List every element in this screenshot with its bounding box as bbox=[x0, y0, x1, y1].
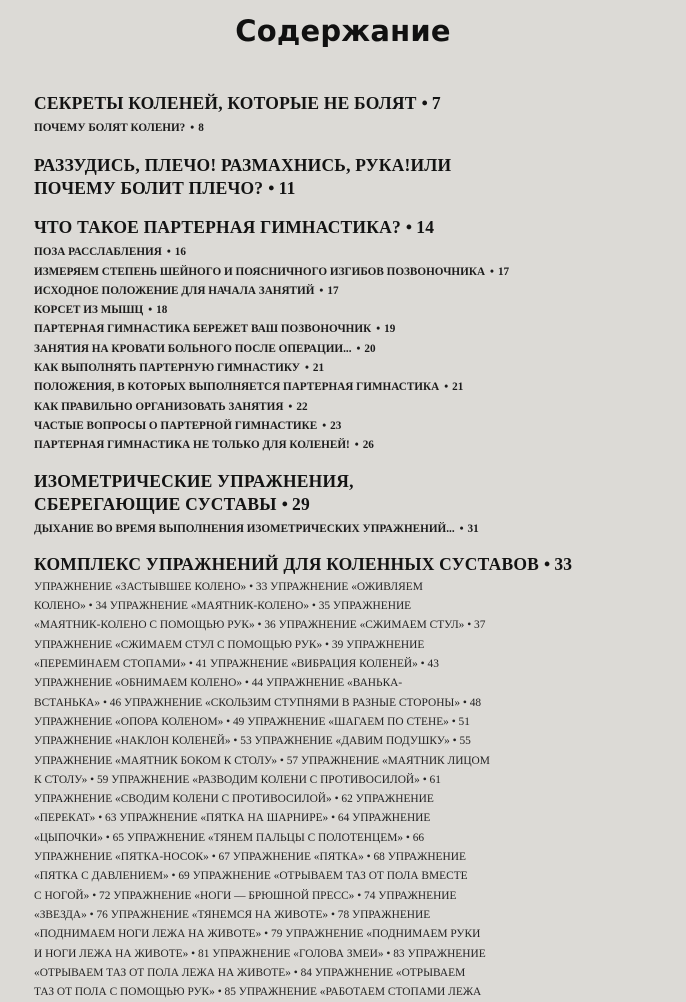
bullet-icon: • bbox=[281, 493, 289, 514]
toc-entry[interactable] bbox=[34, 359, 664, 378]
page-number: 17 bbox=[497, 265, 510, 278]
exercise-line[interactable]: И НОГИ ЛЕЖА НА ЖИВОТЕ» • 81 УПРАЖНЕНИЕ «ГОЛОВА ЗМЕИ» • 83 УПРАЖНЕНИЕ bbox=[34, 947, 486, 960]
page-number: 7 bbox=[431, 93, 441, 113]
bullet-icon: • bbox=[166, 246, 171, 259]
bullet-icon: • bbox=[459, 522, 464, 535]
exercise-list bbox=[34, 578, 664, 1002]
page-number: 26 bbox=[362, 439, 374, 452]
page-number: 14 bbox=[416, 217, 435, 238]
exercise-line[interactable]: ТАЗ ОТ ПОЛА С ПОМОЩЬЮ РУК» • 85 УПРАЖНЕНИЕ «РАБОТАЕМ СТОПАМИ ЛЕЖА bbox=[34, 986, 482, 999]
exercise-line[interactable]: С НОГОЙ» • 72 УПРАЖНЕНИЕ «НОГИ — БРЮШНОЙ ПРЕСС» • 74 УПРАЖНЕНИЕ bbox=[34, 889, 457, 902]
toc-entry-title: ПОЗА РАССЛАБЛЕНИЯ bbox=[34, 246, 162, 259]
exercise-line[interactable]: УПРАЖНЕНИЕ «МАЯТНИК БОКОМ К СТОЛУ» • 57 УПРАЖНЕНИЕ «МАЯТНИК ЛИЦОМ bbox=[34, 754, 490, 767]
exercise-line[interactable]: КОЛЕНО» • 34 УПРАЖНЕНИЕ «МАЯТНИК-КОЛЕНО» • 35 УПРАЖНЕНИЕ bbox=[34, 600, 412, 613]
toc-entry-title: ЧАСТЫЕ ВОПРОСЫ О ПАРТЕРНОЙ ГИМНАСТИКЕ bbox=[34, 419, 318, 432]
section-heading[interactable] bbox=[34, 470, 664, 516]
page-number: 21 bbox=[452, 381, 464, 394]
bullet-icon: • bbox=[490, 265, 494, 278]
toc-entry-title: ИСХОДНОЕ ПОЛОЖЕНИЕ ДЛЯ НАЧАЛА ЗАНЯТИЙ bbox=[34, 284, 315, 297]
exercise-line[interactable]: «ПЕРЕКАТ» • 63 УПРАЖНЕНИЕ «ПЯТКА НА ШАРНИРЕ» • 64 УПРАЖНЕНИЕ bbox=[34, 812, 431, 825]
page-number: 18 bbox=[156, 304, 168, 317]
section-heading-text: ЧТО ТАКОЕ ПАРТЕРНАЯ ГИМНАСТИКА? bbox=[34, 217, 401, 238]
bullet-icon: • bbox=[376, 323, 381, 336]
toc-entry[interactable] bbox=[34, 282, 664, 301]
bullet-icon: • bbox=[354, 439, 359, 452]
bullet-icon: • bbox=[444, 381, 449, 394]
exercise-line[interactable]: «ЗВЕЗДА» • 76 УПРАЖНЕНИЕ «ТЯНЕМСЯ НА ЖИВОТЕ» • 78 УПРАЖНЕНИЕ bbox=[34, 908, 431, 921]
subsection-list bbox=[34, 119, 664, 138]
exercise-line[interactable]: «ПОДНИМАЕМ НОГИ ЛЕЖА НА ЖИВОТЕ» • 79 УПРАЖНЕНИЕ «ПОДНИМАЕМ РУКИ bbox=[34, 928, 481, 941]
toc-entry-title: ПОЧЕМУ БОЛЯТ КОЛЕНИ? bbox=[34, 122, 186, 134]
toc-entry-title: ПАРТЕРНАЯ ГИМНАСТИКА БЕРЕЖЕТ ВАШ ПОЗВОНОЧНИК bbox=[34, 323, 372, 336]
toc-entry[interactable] bbox=[34, 520, 664, 539]
bullet-icon: • bbox=[190, 122, 195, 134]
page-number: 29 bbox=[292, 493, 310, 514]
bullet-icon: • bbox=[544, 553, 551, 574]
exercise-line[interactable]: «ОТРЫВАЕМ ТАЗ ОТ ПОЛА ЛЕЖА НА ЖИВОТЕ» • 84 УПРАЖНЕНИЕ «ОТРЫВАЕМ bbox=[34, 966, 466, 979]
page-number: 23 bbox=[330, 419, 342, 432]
toc-entry[interactable] bbox=[34, 320, 664, 339]
exercise-line[interactable]: УПРАЖНЕНИЕ «ОПОРА КОЛЕНОМ» • 49 УПРАЖНЕНИЕ «ШАГАЕМ ПО СТЕНЕ» • 51 bbox=[34, 715, 470, 728]
subsection-list bbox=[34, 243, 664, 455]
exercise-line[interactable]: УПРАЖНЕНИЕ «ЗАСТЫВШЕЕ КОЛЕНО» • 33 УПРАЖНЕНИЕ «ОЖИВЛЯЕМ bbox=[34, 580, 423, 593]
table-of-contents bbox=[34, 78, 664, 1002]
section-heading[interactable] bbox=[34, 553, 664, 576]
toc-entry-title: ДЫХАНИЕ ВО ВРЕМЯ ВЫПОЛНЕНИЯ ИЗОМЕТРИЧЕСКИХ УПРАЖНЕНИЙ... bbox=[34, 522, 455, 535]
toc-entry-title: КАК ПРАВИЛЬНО ОРГАНИЗОВАТЬ ЗАНЯТИЯ bbox=[34, 400, 284, 413]
exercise-line[interactable]: УПРАЖНЕНИЕ «ОБНИМАЕМ КОЛЕНО» • 44 УПРАЖНЕНИЕ «ВАНЬКА- bbox=[34, 677, 403, 690]
toc-entry-title: ЗАНЯТИЯ НА КРОВАТИ БОЛЬНОГО ПОСЛЕ ОПЕРАЦИИ... bbox=[34, 342, 352, 355]
toc-entry[interactable] bbox=[34, 301, 664, 320]
page-number: 17 bbox=[327, 284, 339, 297]
bullet-icon: • bbox=[319, 284, 324, 297]
page-number: 22 bbox=[296, 400, 308, 413]
bullet-icon: • bbox=[405, 217, 413, 238]
toc-entry-title: ПОЛОЖЕНИЯ, В КОТОРЫХ ВЫПОЛНЯЕТСЯ ПАРТЕРНАЯ ГИМНАСТИКА bbox=[34, 381, 440, 394]
exercise-line[interactable]: ВСТАНЬКА» • 46 УПРАЖНЕНИЕ «СКОЛЬЗИМ СТУПНЯМИ В РАЗНЫЕ СТОРОНЫ» • 48 bbox=[34, 696, 482, 709]
toc-entry[interactable] bbox=[34, 243, 664, 262]
exercise-line[interactable]: «ЦЫПОЧКИ» • 65 УПРАЖНЕНИЕ «ТЯНЕМ ПАЛЬЦЫ С ПОЛОТЕНЦЕМ» • 66 bbox=[34, 831, 425, 844]
page-number: 19 bbox=[384, 323, 396, 336]
bullet-icon: • bbox=[356, 342, 361, 355]
section-heading-text: СБЕРЕГАЮЩИЕ СУСТАВЫ bbox=[34, 493, 277, 514]
toc-entry[interactable] bbox=[34, 398, 664, 417]
section-heading-text: ИЗОМЕТРИЧЕСКИЕ УПРАЖНЕНИЯ, bbox=[34, 470, 354, 491]
toc-section bbox=[34, 154, 664, 200]
section-heading-text: ПОЧЕМУ БОЛИТ ПЛЕЧО? bbox=[34, 178, 264, 199]
bullet-icon: • bbox=[421, 93, 428, 113]
page-title: Содержание bbox=[235, 14, 451, 48]
page-number: 31 bbox=[467, 522, 479, 535]
exercise-line[interactable]: УПРАЖНЕНИЕ «ПЯТКА-НОСОК» • 67 УПРАЖНЕНИЕ «ПЯТКА» • 68 УПРАЖНЕНИЕ bbox=[34, 851, 466, 864]
page-number: 8 bbox=[198, 122, 204, 134]
exercise-line[interactable]: «ПЯТКА С ДАВЛЕНИЕМ» • 69 УПРАЖНЕНИЕ «ОТРЫВАЕМ ТАЗ ОТ ПОЛА ВМЕСТЕ bbox=[34, 870, 468, 883]
bullet-icon: • bbox=[148, 304, 153, 317]
toc-entry-title: ИЗМЕРЯЕМ СТЕПЕНЬ ШЕЙНОГО И ПОЯСНИЧНОГО ИЗГИБОВ ПОЗВОНОЧНИКА bbox=[34, 265, 486, 278]
page-number: 21 bbox=[312, 362, 325, 375]
page-number: 33 bbox=[554, 553, 573, 574]
page-number: 16 bbox=[174, 246, 186, 259]
toc-entry[interactable] bbox=[34, 378, 664, 397]
bullet-icon: • bbox=[322, 419, 327, 432]
bullet-icon: • bbox=[268, 178, 275, 199]
toc-entry[interactable] bbox=[34, 417, 664, 436]
section-heading-text: КОМПЛЕКС УПРАЖНЕНИЙ ДЛЯ КОЛЕННЫХ СУСТАВОВ bbox=[34, 553, 540, 574]
section-heading[interactable] bbox=[34, 92, 664, 115]
section-heading-text: РАЗЗУДИСЬ, ПЛЕЧО! РАЗМАХНИСЬ, РУКА!ИЛИ bbox=[34, 155, 452, 176]
bullet-icon: • bbox=[288, 400, 293, 413]
page-number: 20 bbox=[364, 342, 376, 355]
toc-section bbox=[34, 553, 664, 576]
toc-entry-title: КОРСЕТ ИЗ МЫШЦ bbox=[34, 304, 144, 317]
toc-entry[interactable] bbox=[34, 263, 664, 282]
page-number: 11 bbox=[278, 178, 296, 199]
toc-entry[interactable] bbox=[34, 436, 664, 455]
toc-entry-title: ПАРТЕРНАЯ ГИМНАСТИКА НЕ ТОЛЬКО ДЛЯ КОЛЕНЕЙ! bbox=[34, 439, 350, 452]
toc-section bbox=[34, 92, 664, 138]
section-heading[interactable] bbox=[34, 216, 664, 239]
exercise-line[interactable]: К СТОЛУ» • 59 УПРАЖНЕНИЕ «РАЗВОДИМ КОЛЕНИ С ПРОТИВОСИЛОЙ» • 61 bbox=[34, 773, 441, 786]
exercise-line[interactable]: УПРАЖНЕНИЕ «СВОДИМ КОЛЕНИ С ПРОТИВОСИЛОЙ» • 62 УПРАЖНЕНИЕ bbox=[34, 793, 434, 806]
toc-entry-title: КАК ВЫПОЛНЯТЬ ПАРТЕРНУЮ ГИМНАСТИКУ bbox=[34, 362, 300, 375]
toc-entry[interactable] bbox=[34, 119, 664, 138]
exercise-line[interactable]: «ПЕРЕМИНАЕМ СТОПАМИ» • 41 УПРАЖНЕНИЕ «ВИБРАЦИЯ КОЛЕНЕЙ» • 43 bbox=[34, 658, 439, 671]
toc-section bbox=[34, 470, 664, 539]
toc-entry[interactable] bbox=[34, 340, 664, 359]
toc-section bbox=[34, 216, 664, 455]
exercise-line[interactable]: «МАЯТНИК-КОЛЕНО С ПОМОЩЬЮ РУК» • 36 УПРАЖНЕНИЕ «СЖИМАЕМ СТУЛ» • 37 bbox=[34, 619, 486, 632]
exercise-line[interactable]: УПРАЖНЕНИЕ «СЖИМАЕМ СТУЛ С ПОМОЩЬЮ РУК» • 39 УПРАЖНЕНИЕ bbox=[34, 638, 425, 651]
bullet-icon: • bbox=[304, 362, 309, 375]
section-heading-text: СЕКРЕТЫ КОЛЕНЕЙ, КОТОРЫЕ НЕ БОЛЯТ bbox=[34, 93, 417, 113]
exercise-line[interactable]: УПРАЖНЕНИЕ «НАКЛОН КОЛЕНЕЙ» • 53 УПРАЖНЕНИЕ «ДАВИМ ПОДУШКУ» • 55 bbox=[34, 735, 471, 748]
section-heading[interactable] bbox=[34, 154, 664, 200]
subsection-list bbox=[34, 520, 664, 539]
